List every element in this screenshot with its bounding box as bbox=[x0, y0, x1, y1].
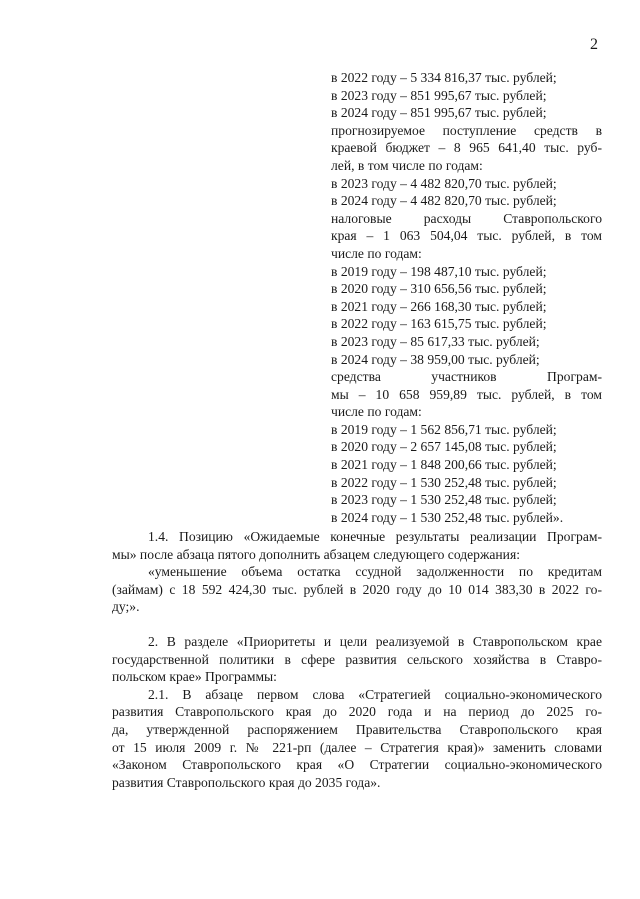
funding-line: в 2021 году – 1 848 200,66 тыс. рублей; bbox=[331, 457, 557, 473]
funding-line: в 2024 году – 4 482 820,70 тыс. рублей; bbox=[331, 193, 557, 209]
funding-line: в 2019 году – 1 562 856,71 тыс. рублей; bbox=[331, 421, 557, 437]
funding-line: края – 1 063 504,04 тыс. рублей, в том bbox=[331, 228, 602, 244]
text-line: «уменьшение объема остатка ссудной задолженности по кредитам bbox=[148, 564, 602, 580]
text-line: да, утвержденной распоряжением Правительства Ставропольского края bbox=[112, 721, 602, 737]
text-line: 1.4. Позицию «Ожидаемые конечные результаты реализации Програм- bbox=[148, 529, 602, 544]
funding-line: в 2019 году – 198 487,10 тыс. рублей; bbox=[331, 263, 547, 279]
funding-line: мы – 10 658 959,89 тыс. рублей, в том bbox=[331, 386, 602, 402]
paragraph-section-1-4 bbox=[112, 528, 602, 616]
funding-line: в 2022 году – 163 615,75 тыс. рублей; bbox=[331, 316, 547, 332]
funding-line: налоговые расходы Ставропольского bbox=[331, 210, 602, 226]
funding-line: краевой бюджет – 8 965 641,40 тыс. руб- bbox=[331, 140, 602, 156]
funding-line: в 2024 году – 38 959,00 тыс. рублей; bbox=[331, 351, 540, 367]
text-line: 2.1. В абзаце первом слова «Стратегией социально-экономического bbox=[148, 686, 602, 702]
text-line: развития Ставропольского края до 2035 года». bbox=[112, 774, 381, 790]
funding-line: в 2023 году – 1 530 252,48 тыс. рублей; bbox=[331, 492, 557, 508]
text-line: польском крае» Программы: bbox=[112, 669, 277, 685]
funding-line: лей, в том числе по годам: bbox=[331, 157, 483, 173]
text-line: государственной политики в сфере развития сельского хозяйства в Ставро- bbox=[112, 651, 602, 667]
text-line: развития Ставропольского края до 2020 года и на период до 2025 го- bbox=[112, 704, 602, 720]
funding-line: в 2024 году – 851 995,67 тыс. рублей; bbox=[331, 105, 547, 121]
text-line: 2. В разделе «Приоритеты и цели реализуемой в Ставропольском крае bbox=[148, 634, 602, 649]
funding-line: прогнозируемое поступление средств в bbox=[331, 122, 602, 138]
funding-line: в 2020 году – 2 657 145,08 тыс. рублей; bbox=[331, 439, 557, 455]
funding-line: в 2024 году – 1 530 252,48 тыс. рублей». bbox=[331, 509, 564, 525]
funding-line: в 2022 году – 5 334 816,37 тыс. рублей; bbox=[331, 70, 557, 85]
funding-line: в 2023 году – 4 482 820,70 тыс. рублей; bbox=[331, 175, 557, 191]
text-line: мы» после абзаца пятого дополнить абзацем следующего содержания: bbox=[112, 546, 520, 562]
funding-line: в 2021 году – 266 168,30 тыс. рублей; bbox=[331, 298, 547, 314]
funding-line: в 2023 году – 851 995,67 тыс. рублей; bbox=[331, 87, 547, 103]
funding-line: числе по годам: bbox=[331, 404, 422, 420]
funding-list-column bbox=[331, 69, 602, 526]
funding-line: числе по годам: bbox=[331, 245, 422, 261]
funding-line: средства участников Програм- bbox=[331, 369, 602, 385]
text-line: от 15 июля 2009 г. № 221-рп (далее – Стратегия края)» заменить словами bbox=[112, 739, 602, 755]
text-line: «Законом Ставропольского края «О Стратегии социально-экономического bbox=[112, 757, 602, 773]
text-line: ду;». bbox=[112, 599, 140, 615]
funding-line: в 2022 году – 1 530 252,48 тыс. рублей; bbox=[331, 474, 557, 490]
page-number: 2 bbox=[590, 36, 598, 53]
text-line: (займам) с 18 592 424,30 тыс. рублей в 2020 году до 10 014 383,30 в 2022 го- bbox=[112, 581, 602, 597]
funding-line: в 2023 году – 85 617,33 тыс. рублей; bbox=[331, 333, 540, 349]
paragraph-section-2 bbox=[112, 633, 602, 791]
funding-line: в 2020 году – 310 656,56 тыс. рублей; bbox=[331, 281, 547, 297]
